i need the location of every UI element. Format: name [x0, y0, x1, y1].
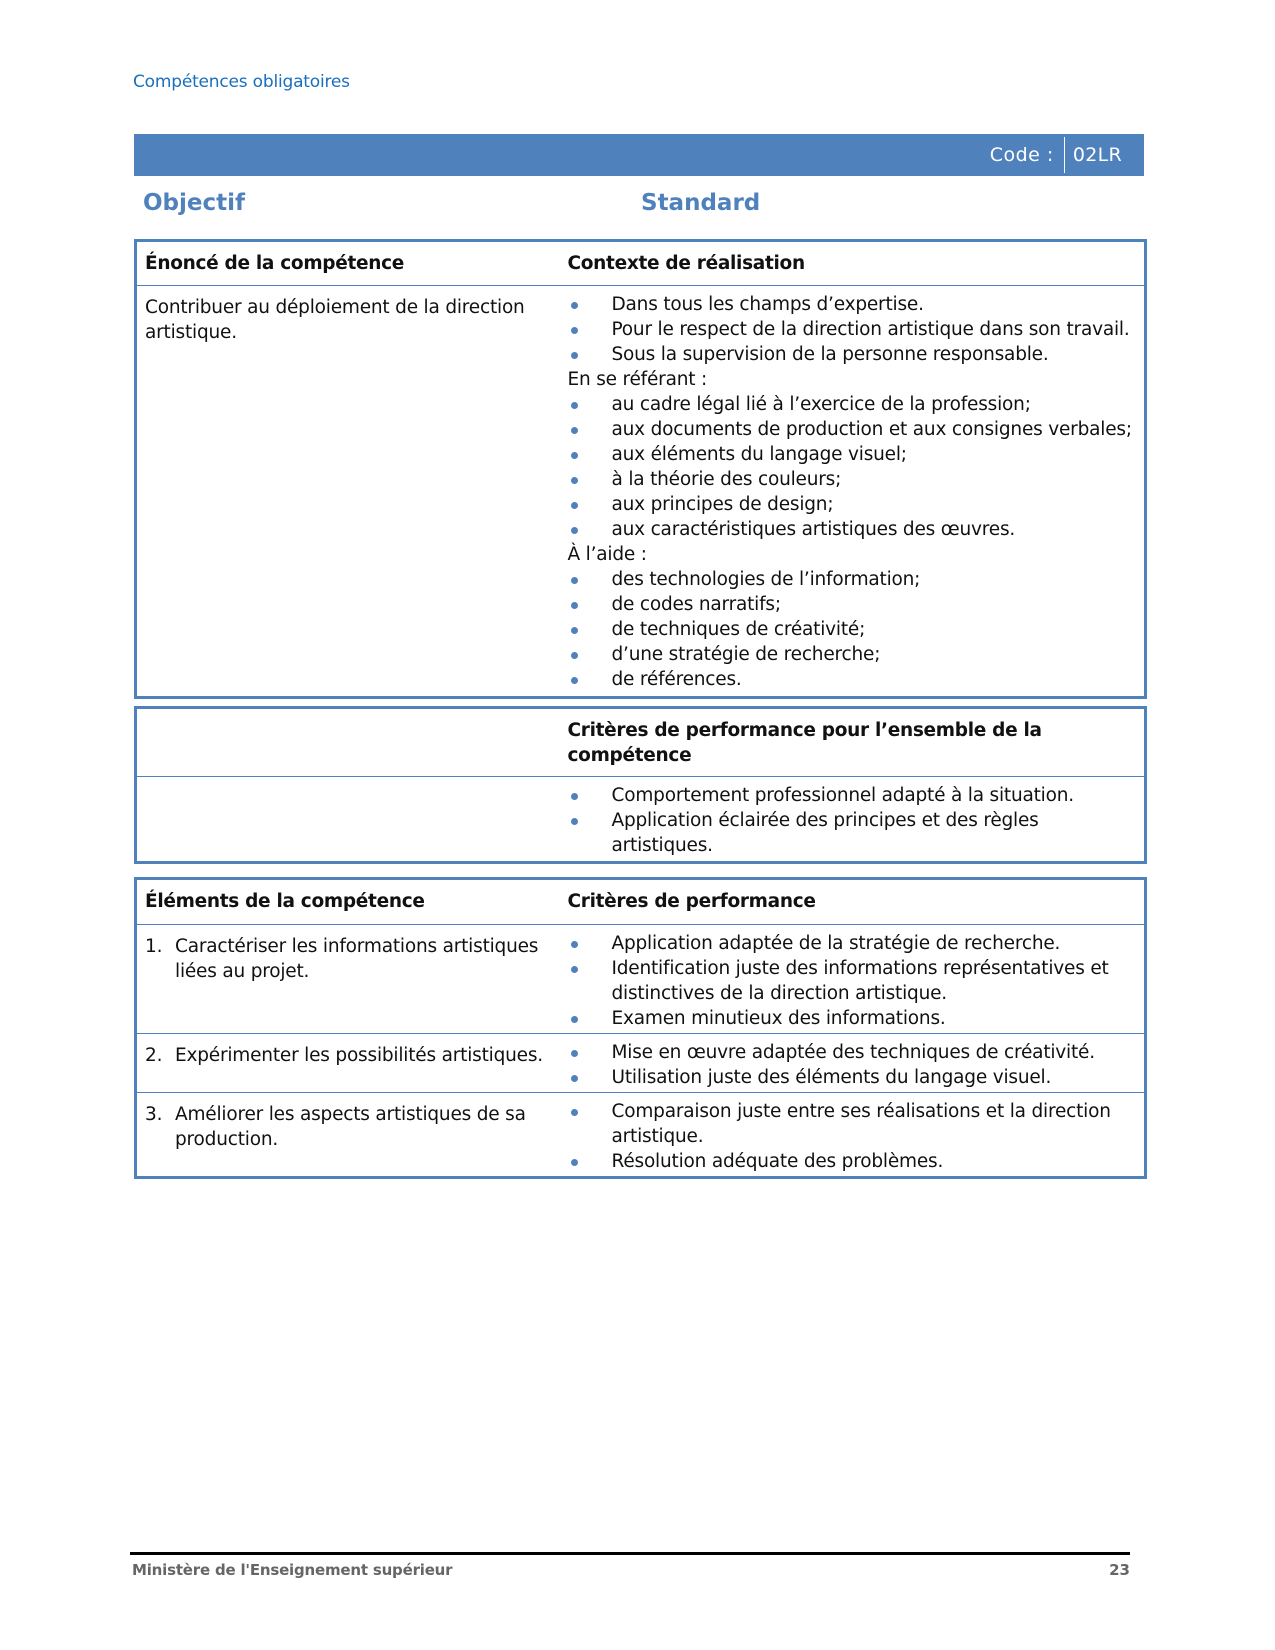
element-item	[145, 1043, 552, 1068]
table-row	[136, 1034, 1146, 1093]
contexte-list	[568, 292, 1137, 367]
criteres-cell	[560, 925, 1146, 1034]
criteres-ensemble-cell	[560, 777, 1146, 863]
list-item: aux principes de design;	[568, 492, 1137, 517]
list-item: Comportement professionnel adapté à la situation.	[568, 783, 1137, 808]
element-number: 3.	[145, 1104, 163, 1125]
criteres-cell	[560, 1034, 1146, 1093]
list-item: Identification juste des informations représentatives et distinctives de la direction artistique.	[568, 956, 1137, 1006]
element-text: Expérimenter les possibilités artistiques.	[175, 1045, 543, 1066]
list-item: Application adaptée de la stratégie de recherche.	[568, 931, 1137, 956]
table-row	[136, 1093, 1146, 1178]
list-item: de références.	[568, 667, 1137, 692]
footer-divider	[130, 1552, 1130, 1555]
page-number: 23	[1109, 1561, 1130, 1579]
list-item: Comparaison juste entre ses réalisations et la direction artistique.	[568, 1099, 1137, 1149]
element-number: 2.	[145, 1045, 163, 1066]
list-item: aux caractéristiques artistiques des œuvres.	[568, 517, 1137, 542]
enonce-header: Énoncé de la compétence	[136, 241, 560, 286]
list-item: Sous la supervision de la personne responsable.	[568, 342, 1137, 367]
enonce-text: Contribuer au déploiement de la direction artistique.	[145, 297, 525, 343]
list-item: des technologies de l’information;	[568, 567, 1137, 592]
table-header-row	[136, 241, 1146, 286]
table-header-row	[136, 708, 1146, 777]
element-item	[145, 1102, 552, 1152]
table-row	[136, 925, 1146, 1034]
list-item: à la théorie des couleurs;	[568, 467, 1137, 492]
list-item: de codes narratifs;	[568, 592, 1137, 617]
element-text: Caractériser les informations artistiques liées au projet.	[175, 936, 539, 982]
list-item: Application éclairée des principes et des règles artistiques.	[568, 808, 1137, 858]
table-row	[136, 286, 1146, 698]
list-item: aux éléments du langage visuel;	[568, 442, 1137, 467]
contexte-cell	[560, 286, 1146, 698]
table-header-row	[136, 879, 1146, 925]
empty-cell	[136, 777, 560, 863]
aide-label: À l’aide :	[567, 544, 647, 565]
aide-list	[568, 567, 1137, 692]
element-text: Améliorer les aspects artistiques de sa production.	[175, 1104, 526, 1150]
element-cell	[136, 1034, 560, 1093]
list-item: Examen minutieux des informations.	[568, 1006, 1137, 1031]
code-value: 02LR	[1072, 144, 1122, 166]
running-head: Compétences obligatoires	[133, 72, 350, 92]
criteres-ensemble-header: Critères de performance pour l’ensemble de la compétence	[560, 708, 1146, 777]
referant-label: En se référant :	[567, 369, 708, 390]
criteres-cell	[560, 1093, 1146, 1178]
list-item: de techniques de créativité;	[568, 617, 1137, 642]
elements-header: Éléments de la compétence	[136, 879, 560, 925]
enonce-contexte-table	[134, 239, 1147, 699]
footer-publisher: Ministère de l'Enseignement supérieur	[132, 1561, 453, 1579]
list-item: aux documents de production et aux consignes verbales;	[568, 417, 1137, 442]
criteres-ensemble-list	[568, 783, 1137, 858]
element-number: 1.	[145, 936, 163, 957]
list-item: Pour le respect de la direction artistique dans son travail.	[568, 317, 1137, 342]
contexte-header: Contexte de réalisation	[560, 241, 1146, 286]
list-item: au cadre légal lié à l’exercice de la profession;	[568, 392, 1137, 417]
elements-criteres-table	[134, 877, 1147, 1179]
list-item: Dans tous les champs d’expertise.	[568, 292, 1137, 317]
list-item: Utilisation juste des éléments du langage visuel.	[568, 1065, 1137, 1090]
criteres-ensemble-table	[134, 706, 1147, 864]
element-cell	[136, 1093, 560, 1178]
list-item: Mise en œuvre adaptée des techniques de créativité.	[568, 1040, 1137, 1065]
objectif-title: Objectif	[143, 190, 246, 216]
element-cell	[136, 925, 560, 1034]
referant-list	[568, 392, 1137, 542]
criteres-header: Critères de performance	[560, 879, 1146, 925]
empty-header-cell	[136, 708, 560, 777]
list-item: d’une stratégie de recherche;	[568, 642, 1137, 667]
list-item: Résolution adéquate des problèmes.	[568, 1149, 1137, 1174]
code-banner	[134, 134, 1144, 176]
code-label: Code :	[989, 144, 1054, 166]
element-item	[145, 934, 552, 984]
table-row	[136, 777, 1146, 863]
standard-title: Standard	[641, 190, 761, 216]
